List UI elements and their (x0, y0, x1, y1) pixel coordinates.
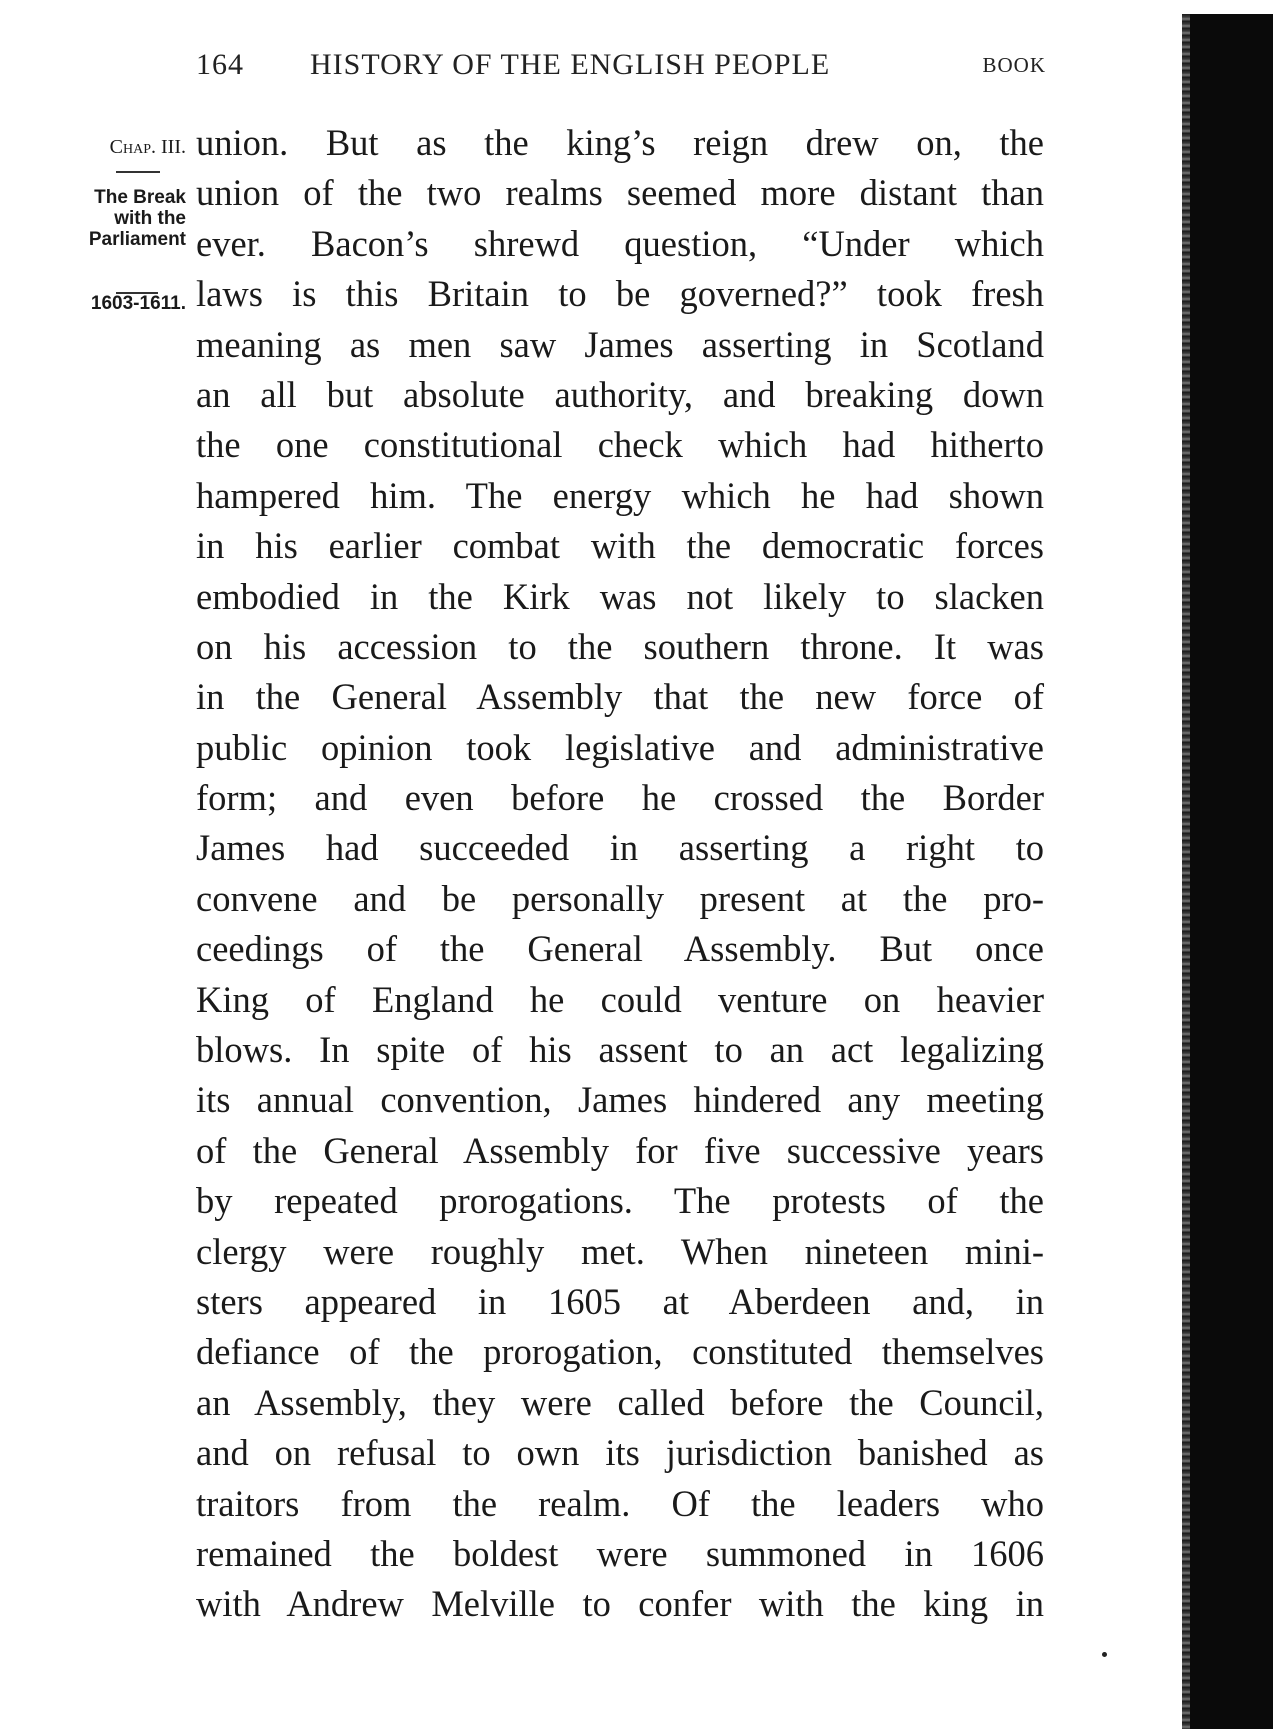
running-head (196, 48, 1046, 88)
text-line: in his earlier combat with the democratic forces (196, 525, 1044, 567)
text-line: James had succeeded in asserting a right to (196, 827, 1044, 869)
text-line: the one constitutional check which had hitherto (196, 424, 1044, 466)
text-line: with Andrew Melville to confer with the king in (196, 1583, 1044, 1625)
running-title: HISTORY OF THE ENGLISH PEOPLE (310, 48, 831, 81)
body-text (196, 118, 1044, 1630)
margin-note-line-2: with the (114, 208, 186, 229)
text-line: union. But as the king’s reign drew on, the (196, 122, 1044, 163)
text-line: embodied in the Kirk was not likely to slacken (196, 575, 1044, 617)
text-line: traitors from the realm. Of the leaders who (196, 1482, 1044, 1524)
text-line: remained the boldest were summoned in 1606 (196, 1532, 1044, 1574)
scan-edge-fringe (1182, 14, 1190, 1729)
scan-edge-shadow (1190, 14, 1273, 1729)
text-line: King of England he could venture on heavier (196, 978, 1044, 1020)
text-line: laws is this Britain to be governed?” took fresh (196, 273, 1044, 315)
text-line: by repeated prorogations. The protests of the (196, 1180, 1044, 1222)
ink-speck (1102, 1652, 1107, 1657)
text-line: an Assembly, they were called before the Council, (196, 1381, 1044, 1423)
text-line: and on refusal to own its jurisdiction banished as (196, 1432, 1044, 1474)
text-line: ever. Bacon’s shrewd question, “Under which (196, 222, 1044, 264)
page-number: 164 (196, 48, 244, 81)
text-line: form; and even before he crossed the Border (196, 777, 1044, 819)
text-line: meaning as men saw James asserting in Scotland (196, 323, 1044, 365)
book-label: BOOK (982, 53, 1046, 77)
text-line: sters appeared in 1605 at Aberdeen and, in (196, 1280, 1044, 1322)
text-line: defiance of the prorogation, constituted themselves (196, 1331, 1044, 1373)
text-line: union of the two realms seemed more distant than (196, 172, 1044, 214)
margin-rule-top (116, 171, 160, 173)
text-line: convene and be personally present at the pro- (196, 877, 1044, 919)
margin-note-line-3: Parliament (88, 229, 186, 250)
text-line: an all but absolute authority, and breaking down (196, 373, 1044, 415)
text-line: on his accession to the southern throne. It was (196, 625, 1044, 667)
text-line: in the General Assembly that the new force of (196, 676, 1044, 718)
margin-years: 1603-1611. (90, 293, 186, 314)
chapter-label: Chap. III. (109, 136, 186, 158)
text-line: public opinion took legislative and administrative (196, 726, 1044, 768)
text-line: its annual convention, James hindered any meeting (196, 1079, 1044, 1121)
text-line: ceedings of the General Assembly. But once (196, 928, 1044, 970)
text-line: blows. In spite of his assent to an act legalizing (196, 1029, 1044, 1071)
text-line: clergy were roughly met. When nineteen mini- (196, 1230, 1044, 1272)
margin-note-line-1: The Break (94, 187, 186, 208)
text-line: of the General Assembly for five successive years (196, 1129, 1044, 1171)
text-line: hampered him. The energy which he had shown (196, 474, 1044, 516)
